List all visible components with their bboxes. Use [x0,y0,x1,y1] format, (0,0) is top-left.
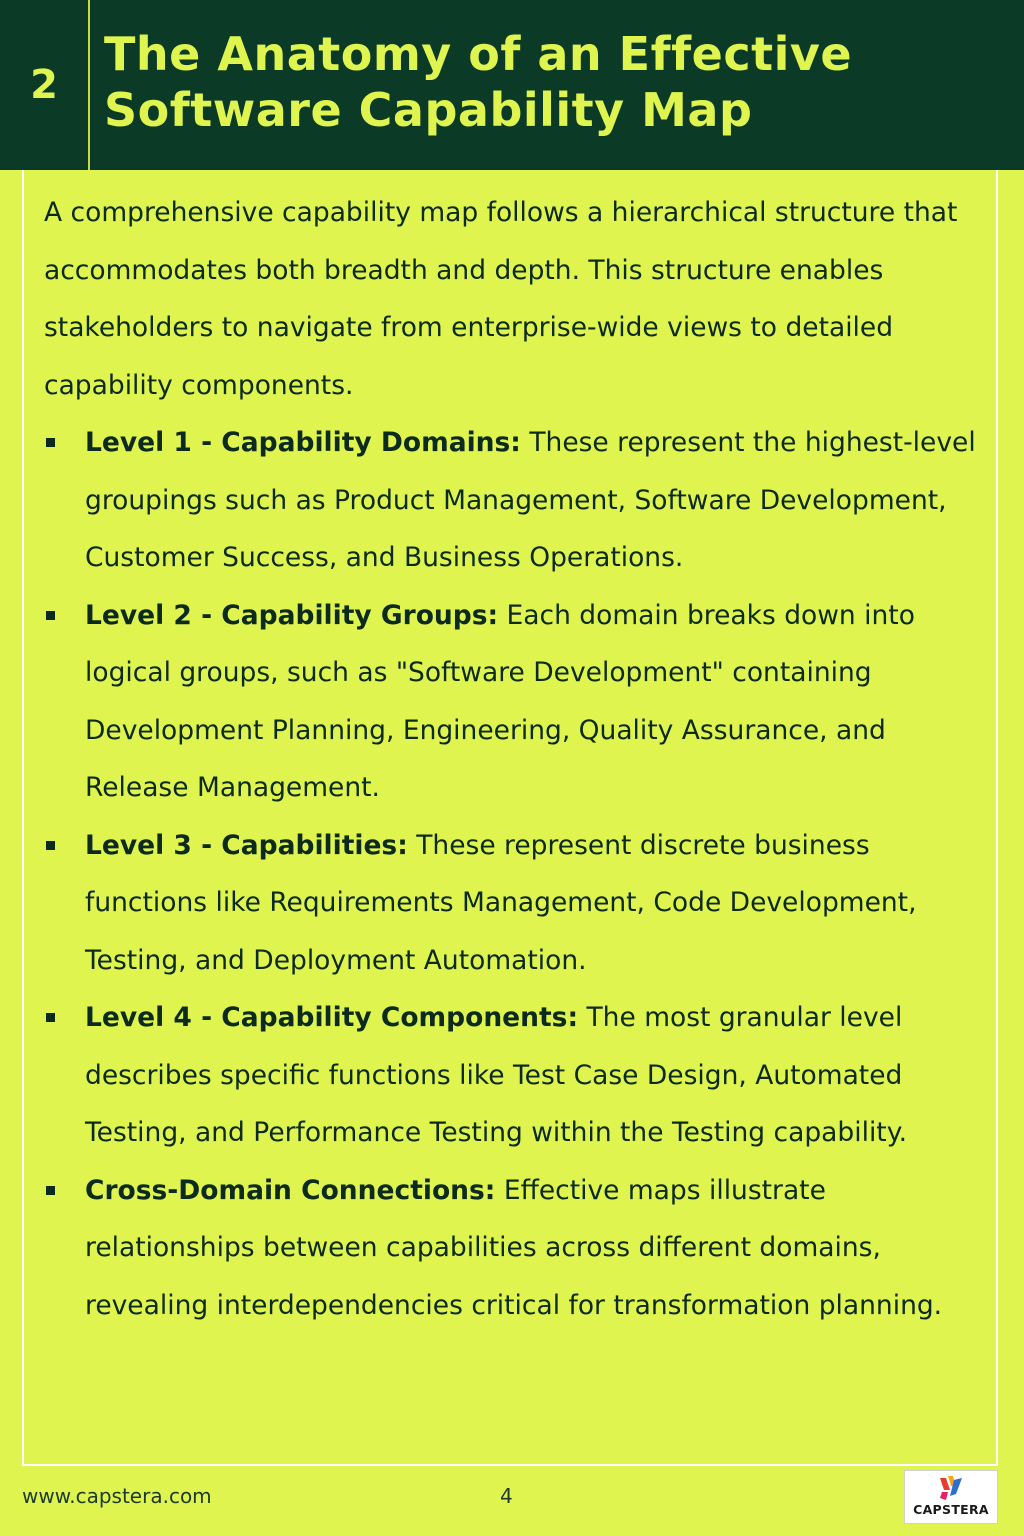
page-number: 4 [500,1484,513,1508]
header-divider [88,0,90,170]
list-item-cross-domain [44,1162,984,1335]
list-item-text: These represent discrete business functions like Requirements Management, Code Development, Testing, and Deployment Automation. [85,829,917,976]
footer-website-link[interactable]: www.capstera.com [22,1484,212,1508]
intro-paragraph: A comprehensive capability map follows a hierarchical structure that accommodates both breadth and depth. This structure enables stakeholders to navigate from enterprise-wide views to detailed capability components. [44,197,958,401]
capability-levels-list [44,414,984,1334]
list-item-level-4 [44,989,984,1162]
logo-wordmark: CAPSTERA [913,1502,989,1517]
list-item-level-2 [44,587,984,817]
list-item-term: Level 1 - Capability Domains: [85,427,521,458]
list-item-term: Cross-Domain Connections: [85,1174,496,1206]
page-title-line-2: Software Capability Map [104,83,753,137]
capstera-logo [904,1470,998,1524]
page-title-line-1: The Anatomy of an Effective [104,27,853,81]
list-item-text: The most granular level describes specific functions like Test Case Design, Automated Testing, and Performance Testing within the Testing capability. [85,1002,908,1148]
page-title [104,26,984,138]
list-item-level-1 [44,414,984,587]
square-bullet-icon [46,841,55,850]
capstera-logo-icon [934,1474,968,1502]
page-header [0,0,1024,170]
list-item-text: Effective maps illustrate relationships between capabilities across different domains, revealing interdependencies critical for transformation planning. [85,1174,943,1321]
list-item-level-3 [44,817,984,990]
list-item-term: Level 3 - Capabilities: [85,829,408,861]
list-item-text: These represent the highest-level groupings such as Product Management, Software Development, Customer Success, and Business Operations. [85,427,976,573]
square-bullet-icon [46,1186,55,1195]
square-bullet-icon [46,611,55,620]
list-item-text: Each domain breaks down into logical groups, such as "Software Development" containing Development Planning, Engineering, Quality Assurance, and Release Management. [85,599,915,803]
list-item-term: Level 4 - Capability Components: [85,1002,579,1033]
section-number: 2 [30,62,58,108]
list-item-term: Level 2 - Capability Groups: [85,599,499,631]
square-bullet-icon [46,438,55,447]
content-body [44,184,984,1334]
square-bullet-icon [46,1013,55,1022]
